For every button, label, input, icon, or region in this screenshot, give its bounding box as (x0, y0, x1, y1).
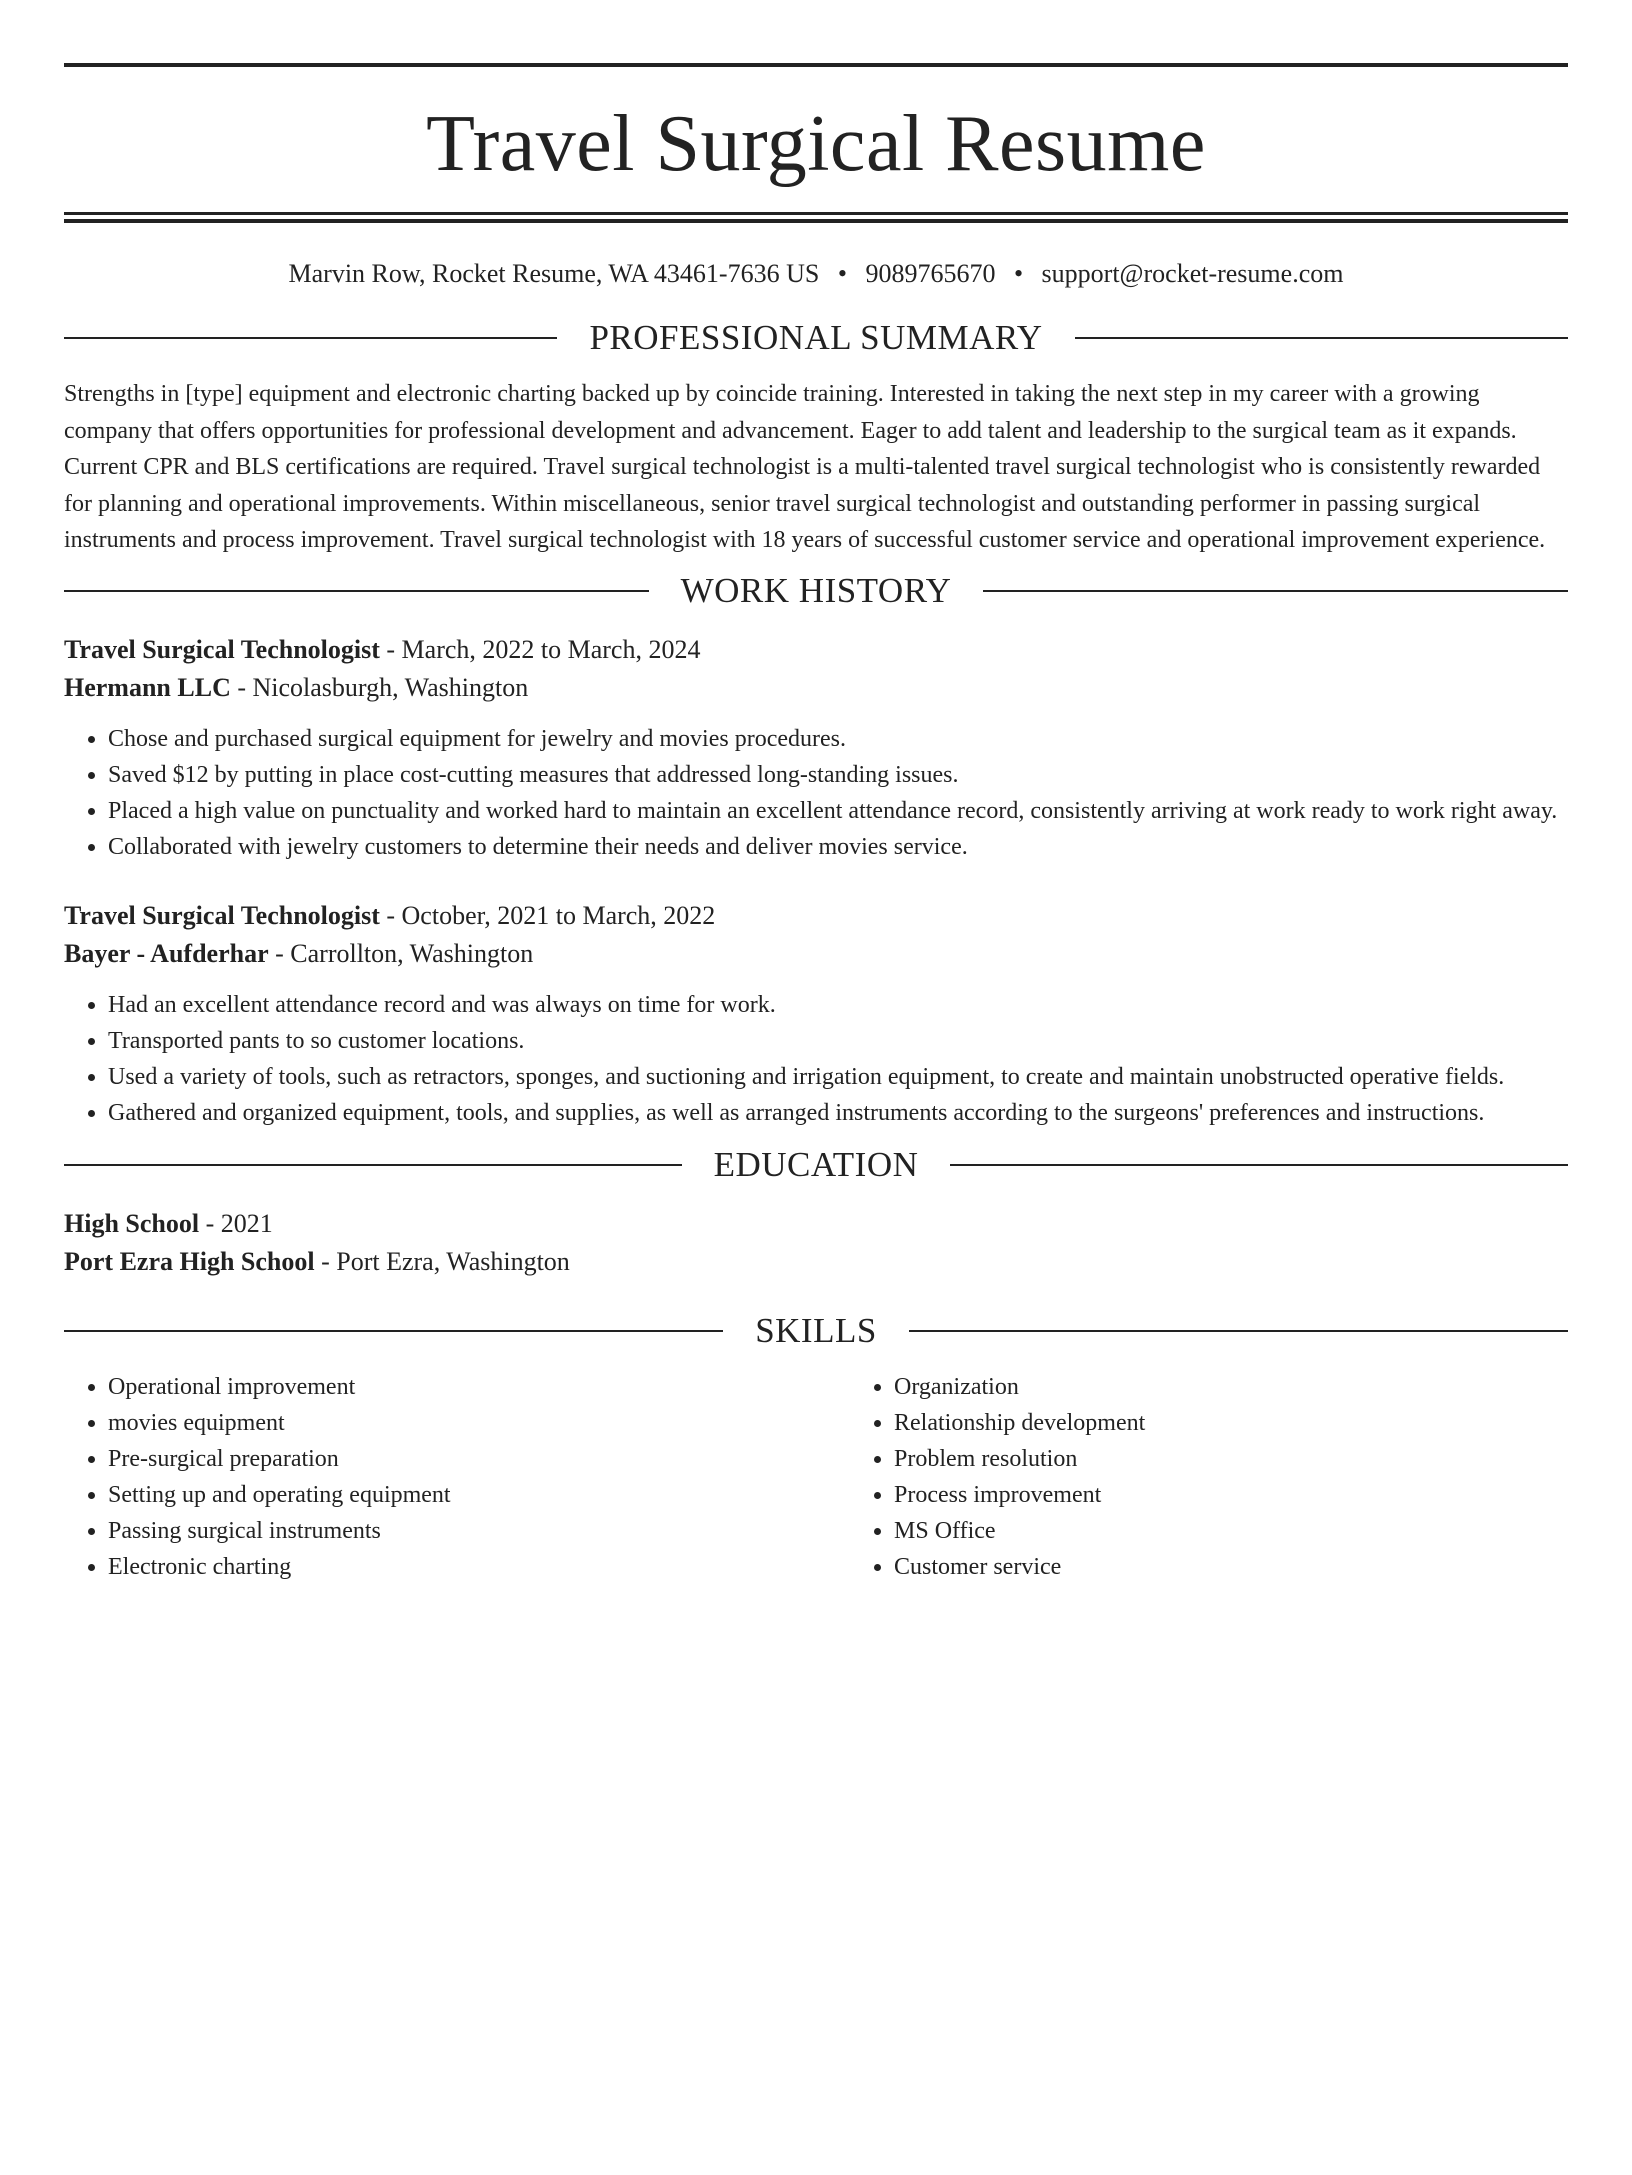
skill-item: • Passing surgical instruments (108, 1513, 850, 1549)
job-bullet: • Had an excellent attendance record and was always on time for work. (108, 987, 1568, 1023)
education-section-header (64, 1143, 1568, 1187)
contact-separator: • (1013, 259, 1024, 288)
job-bullet: • Chose and purchased surgical equipment for jewelry and movies procedures. (108, 721, 1568, 757)
skills-columns (64, 1369, 1568, 1585)
education-degree-line (64, 1205, 1568, 1243)
resume-title: Travel Surgical Resume (426, 100, 1206, 188)
section-rule-right (950, 1164, 1568, 1166)
skill-item: • Process improvement (894, 1477, 1632, 1513)
education-heading: EDUCATION (713, 1144, 919, 1184)
job-company: Bayer - Aufderhar (64, 938, 269, 968)
job-title: Travel Surgical Technologist (64, 900, 380, 930)
contact-separator: • (837, 259, 847, 288)
section-rule-left (64, 337, 557, 339)
education-school: Port Ezra High School (64, 1246, 315, 1276)
job-company-line (64, 935, 1568, 973)
section-rule-left (64, 1164, 682, 1166)
skills-heading: SKILLS (755, 1310, 877, 1350)
job-dates: - March, 2022 to March, 2024 (379, 634, 701, 664)
job-title-line (64, 897, 1568, 935)
contact-phone: 9089765670 (865, 259, 996, 288)
contact-line (64, 258, 1568, 290)
skills-section-header (64, 1309, 1568, 1353)
job-company: Hermann LLC (64, 672, 231, 702)
job-bullet: • Gathered and organized equipment, tools, and supplies, as well as arranged instruments according to the surgeons' preferences and instructions. (108, 1095, 1568, 1131)
section-rule-left (64, 590, 649, 592)
job-bullet: • Placed a high value on punctuality and worked hard to maintain an excellent attendance record, consistently arriving at work ready to work right away. (108, 793, 1568, 829)
job-dates: - October, 2021 to March, 2022 (379, 900, 716, 930)
job-bullet: • Collaborated with jewelry customers to determine their needs and deliver movies service. (108, 829, 1568, 865)
section-rule-right (983, 590, 1568, 592)
education-degree: High School (64, 1208, 200, 1238)
skill-item: • Customer service (894, 1549, 1632, 1585)
job-location: - Nicolasburgh, Washington (230, 672, 529, 702)
skill-item: • Operational improvement (108, 1369, 850, 1405)
job-title: Travel Surgical Technologist (64, 634, 380, 664)
top-rule (64, 63, 1568, 67)
job-location: - Carrollton, Washington (268, 938, 534, 968)
job-title-line (64, 631, 1568, 669)
job-bullets (64, 987, 1568, 1131)
skills-list-right (850, 1369, 1632, 1585)
job-bullet: • Transported pants to so customer locations. (108, 1023, 1568, 1059)
contact-email: support@rocket-resume.com (1041, 259, 1344, 288)
resume-page (0, 63, 1632, 2175)
education-entry (64, 1205, 1568, 1281)
work-section-header (64, 569, 1568, 613)
education-school-line (64, 1243, 1568, 1281)
summary-section-header (64, 316, 1568, 360)
work-heading: WORK HISTORY (680, 570, 952, 610)
job-entry (64, 897, 1568, 1131)
education-year: - 2021 (199, 1208, 273, 1238)
section-rule-right (1075, 337, 1568, 339)
education-location: - Port Ezra, Washington (314, 1246, 570, 1276)
skill-item: • Organization (894, 1369, 1632, 1405)
summary-text: Strengths in [type] equipment and electronic charting backed up by coincide training. Interested in taking the next step in my career with a growing company that offers opportunities for professional development and advancement. Eager to add talent and leadership to the surgical team as it expands. Current CPR and BLS certifications are required. Travel surgical technologist is a multi-talented travel surgical technologist who is consistently rewarded for planning and operational improvements. Within miscellaneous, senior travel surgical technologist and outstanding performer in passing surgical instruments and process improvement. Travel surgical technologist with 18 years of successful customer service and operational improvement experience. (64, 381, 1546, 553)
skill-item: • Relationship development (894, 1405, 1632, 1441)
section-rule-left (64, 1330, 723, 1332)
section-rule-right (909, 1330, 1568, 1332)
skill-item: • MS Office (894, 1513, 1632, 1549)
skill-item: • movies equipment (108, 1405, 850, 1441)
summary-heading: PROFESSIONAL SUMMARY (589, 318, 1043, 357)
job-bullets (64, 721, 1568, 865)
job-company-line (64, 669, 1568, 707)
contact-address: Marvin Row, Rocket Resume, WA 43461-7636 US (288, 259, 820, 288)
job-entry (64, 631, 1568, 865)
skill-item: • Problem resolution (894, 1441, 1632, 1477)
skills-list-left (64, 1369, 850, 1585)
skill-item: • Setting up and operating equipment (108, 1477, 850, 1513)
skill-item: • Electronic charting (108, 1549, 850, 1585)
job-bullet: • Used a variety of tools, such as retractors, sponges, and suctioning and irrigation equipment, to create and maintain unobstructed operative fields. (108, 1059, 1568, 1095)
skill-item: • Pre-surgical preparation (108, 1441, 850, 1477)
job-bullet: • Saved $12 by putting in place cost-cutting measures that addressed long-standing issues. (108, 757, 1568, 793)
title-double-rule (64, 212, 1568, 223)
